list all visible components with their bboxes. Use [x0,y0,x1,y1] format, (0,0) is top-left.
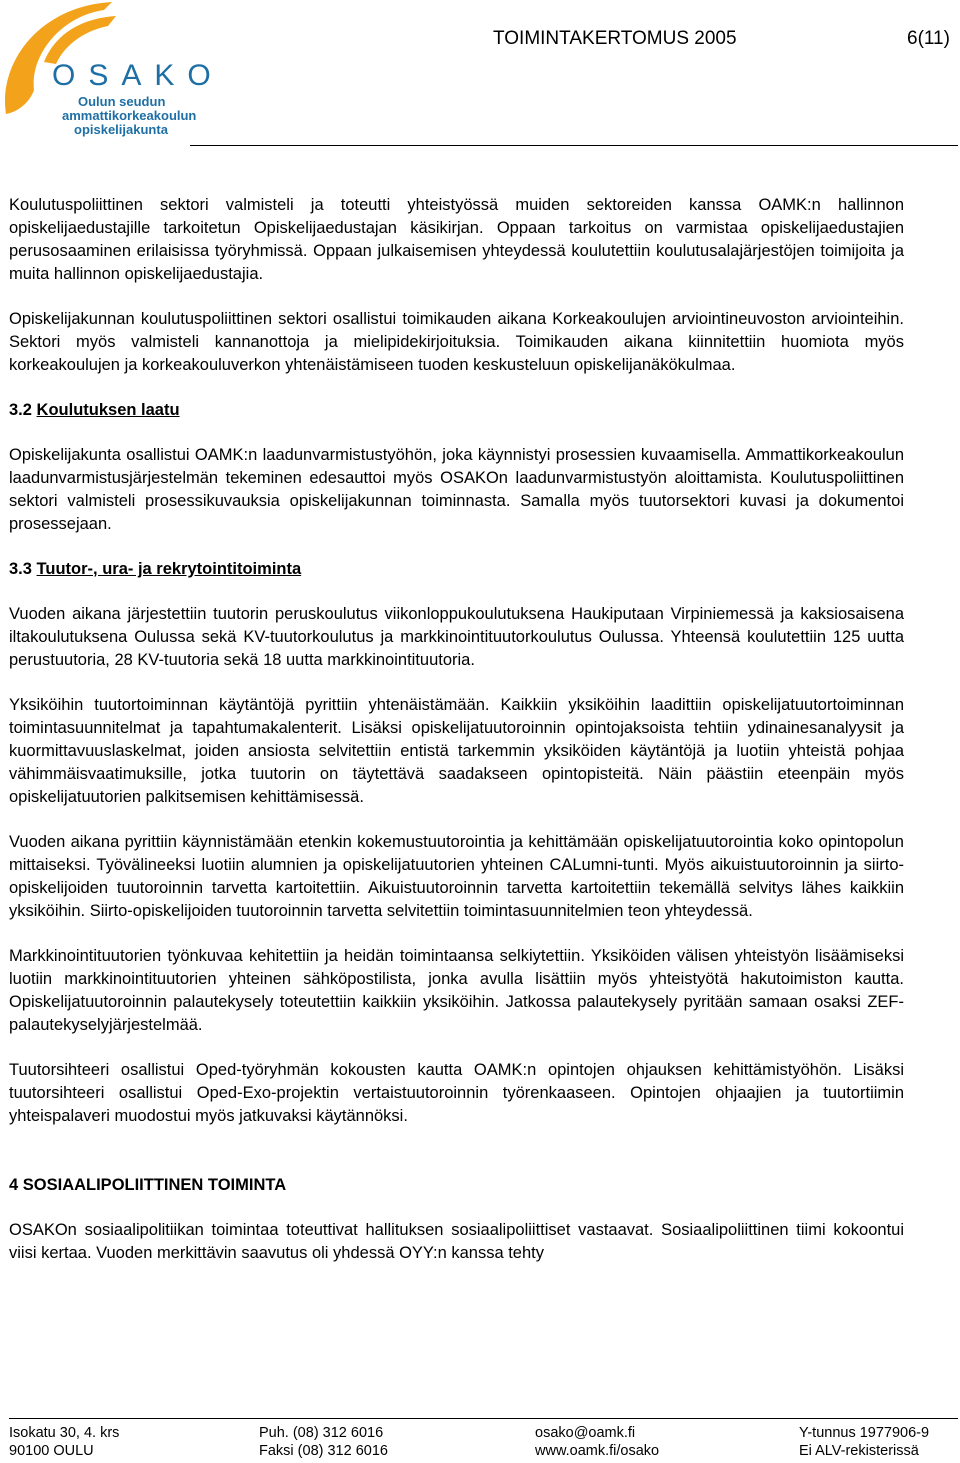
header-divider [190,145,958,146]
footer-divider [9,1418,958,1419]
footer-vat: Ei ALV-rekisterissä [799,1443,919,1459]
document-body [9,194,904,1287]
paragraph-1: Koulutuspoliittinen sektori valmisteli ja toteutti yhteistyössä muiden sektoreiden kanssa OAMK:n hallinnon opiskelijaedustajille tarkoitetun Opiskelijaedustajan käsikirjan. Oppaan tarkoitus on varmistaa opiskelijaedustajien perusosaaminen erilaisissa työryhmissä. Oppaan julkaisemisen yhteydessä koulutettiin koulutusalajärjestöjen toimijoita ja muita hallinnon opiskelijaedustajia. [9,196,904,283]
footer-street: Isokatu 30, 4. krs [9,1425,120,1441]
footer-address [9,1424,119,1460]
footer-phones [259,1424,388,1460]
footer-registration [799,1424,929,1460]
footer-business-id: Y-tunnus 1977906-9 [799,1425,930,1441]
footer-phone: Puh. (08) 312 6016 [259,1425,384,1441]
logo-sub-3: opiskelijakunta [74,122,168,137]
paragraph-7: Markkinointituutorien työnkuvaa kehitettiin ja heidän toimintaansa selkiytettiin. Yksiköiden välisen yhteistyön lisäämiseksi luotiin markkinointituutorien yhteinen sähköpostilista, jonka avulla lisättiin myös yhteistyötä hakutoimiston kautta. Opiskelijatuutoroinnin palautekysely toteutettiin kaikkiin yksiköihin. Jatkossa palautekysely pyritään samaan osaksi ZEF-palautekyselyjärjestelmää. [9,947,904,1034]
footer-web: www.oamk.fi/osako [535,1443,660,1459]
paragraph-5: Yksiköihin tuutortoiminnan käytäntöjä pyrittiin yhtenäistämään. Kaikkiin yksiköihin laadittiin opiskelijatuutortoiminnan toimintasuunnitelmat ja tapahtumakalenterit. Lisäksi opiskelijatuutoroinnin opintojaksoista tehtiin ydinainesanalyysit ja kuormittavuuslaskelmat, joiden ansiosta selvitettiin entistä tarkemmin yksiköiden käytäntöjä ja luotiin yhteistä pohjaa vähimmäisvaatimuksille, jotka tuutorin on täytettävä saadakseen opintopisteitä. Näin päästiin eteenpäin myös opiskelijatuutorien palkitsemisen kehittämisessä. [9,696,904,806]
section-number-3-3: 3.3 [9,560,32,578]
footer-email: osako@oamk.fi [535,1425,636,1441]
paragraph-3: Opiskelijakunta osallistui OAMK:n laadunvarmistustyöhön, joka käynnistyi prosessien kuvaamisella. Ammattikorkeakoulun laadunvarmistusjärjestelmän tekeminen edesauttoi myös OSAKOn laadunvarmistustyön aloittamista. Koulutuspoliittinen sektori valmisteli prosessikuvauksia opiskelijakunnan toiminnasta. Samalla myös tuutorsektori kuvasi ja dokumentoi prosessejaan. [9,446,904,533]
section-title-3-3: Tuutor-, ura- ja rekrytointitoiminta [36,560,302,578]
paragraph-8: Tuutorsihteeri osallistui Oped-työryhmän kokousten kautta OAMK:n opintojen ohjauksen kehittämistyöhön. Lisäksi tuutorsihteeri osallistui Oped-Exo-projektin vertaistuutoroinnin työrenkaaseen. Opintojen ohjaajien ja tuutortiimin yhteispalaveri muodostui myös jatkuvaksi käytännöksi. [9,1061,904,1125]
page-number: 6(11) [907,28,950,49]
footer-city: 90100 OULU [9,1443,94,1459]
logo-sub-2: ammattikorkeakoulun [62,108,197,123]
footer-fax: Faksi (08) 312 6016 [259,1443,388,1459]
logo-sub-1: Oulun seudun [78,94,166,109]
paragraph-9: OSAKOn sosiaalipolitiikan toimintaa toteuttivat hallituksen sosiaalipoliittiset vastaavat. Sosiaalipoliittinen tiimi kokoontui viisi kertaa. Vuoden merkittävin saavutus oli yhdessä OYY:n kanssa tehty [9,1221,904,1262]
document-title: TOIMINTAKERTOMUS 2005 [493,28,737,49]
section-heading-3-2 [9,399,904,422]
footer-contact [535,1424,659,1460]
osako-logo [4,2,224,138]
section-heading-4: 4 SOSIAALIPOLIITTINEN TOIMINTA [9,1176,287,1194]
paragraph-2: Opiskelijakunnan koulutuspoliittinen sektori osallistui toimikauden aikana Korkeakoulujen arviointineuvoston arviointeihin. Sektori myös valmisteli kannanottoja ja mielipidekirjoituksia. Toimikauden aikana kiinnitettiin huomiota myös korkeakoulujen ja korkeakouluverkon yhtenäistämiseen tuoden keskusteluun opiskelijanäkökulmaa. [9,310,904,374]
section-title-3-2: Koulutuksen laatu [36,401,180,419]
paragraph-6: Vuoden aikana pyrittiin käynnistämään etenkin kokemustuutorointia ja kehittämään opiskelijatuutorointia koko opintopolun mittaiseksi. Työvälineeksi luotiin alumnien ja opiskelijatuutorien yhteinen CALumni-tunti. Myös aikuistuutoroinnin ja siirto-opiskelijoiden tuutoroinnin tarvetta kartoitettiin. Aikuistuutoroinnin tarvetta kartoitettiin tekemällä selvitys lähes kaikkiin yksiköihin. Siirto-opiskelijoiden tuutoroinnin tarvetta selvitettiin toimintasuunnitelmien teon yhteydessä. [9,833,904,920]
section-heading-3-3 [9,558,904,581]
logo-wordmark: OSAKO [52,59,224,92]
section-number-3-2: 3.2 [9,401,32,419]
paragraph-4: Vuoden aikana järjestettiin tuutorin peruskoulutus viikonloppukoulutuksena Haukiputaan Virpiniemessä ja kaksiosaisena iltakoulutuksena Oulussa sekä KV-tuutorkoulutus ja markkinointituutorkoulutus Oulussa. Yhteensä koulutettiin 125 uutta perustuutoria, 28 KV-tuutoria sekä 18 uutta markkinointituutoria. [9,605,904,669]
